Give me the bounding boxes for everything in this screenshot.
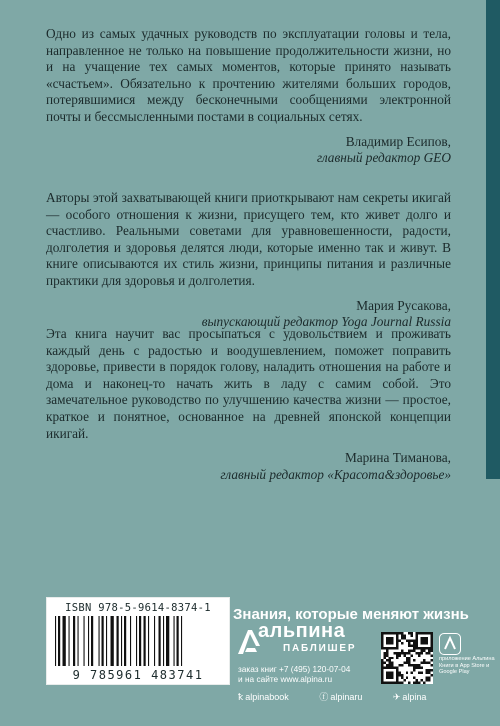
- social-fb: [319, 692, 376, 702]
- social-vk-label: alpinabook: [245, 692, 289, 702]
- app-icon: [439, 633, 461, 655]
- endorsement-text: Одно из самых удачных руководств по эксплуатации головы и тела, направленное не только на повышение продолжительности жизни, но и на учащение тех самых моментов, которые принято называть «счастьем». Обязательно к прочтению жителями больших городов, потерявшимися между бесконечными сообщениями электронной почты и бессмысленными постами в социальных сетях.: [46, 26, 451, 124]
- publisher-brand: альпина: [258, 620, 346, 642]
- endorsement-role: главный редактор «Красота&здоровье»: [220, 466, 451, 482]
- social-fb-label: alpinaru: [330, 692, 363, 702]
- endorsement-role: главный редактор GEO: [316, 150, 451, 166]
- publisher-brand-sub: ПАБЛИШЕР: [283, 643, 357, 654]
- qr-code: [381, 632, 433, 684]
- social-tg-label: alpina: [402, 692, 427, 702]
- telegram-icon: ✈: [392, 692, 401, 702]
- app-promo-text: приложение Альпина Книги в App Store и Google Play: [439, 656, 495, 675]
- vk-icon: ꝁ: [238, 692, 244, 702]
- endorsement-signature: [46, 450, 451, 483]
- endorsement-author: Марина Тиманова,: [344, 450, 451, 466]
- endorsement-3: [46, 326, 451, 483]
- endorsement-signature: [46, 134, 451, 167]
- social-vk: [238, 692, 303, 702]
- social-links: [238, 690, 498, 703]
- isbn-barcode: [46, 597, 230, 685]
- order-info: [238, 664, 378, 684]
- order-phone: заказ книг +7 (495) 120-07-04: [238, 664, 351, 674]
- endorsement-role: выпускающий редактор Yoga Journal Russia: [201, 314, 451, 330]
- endorsement-1: [46, 26, 451, 167]
- publisher-tagline: Знания, которые меняют жизнь: [233, 606, 469, 623]
- social-tg: [393, 692, 441, 702]
- order-site: и на сайте www.alpina.ru: [238, 674, 333, 684]
- endorsement-text: Авторы этой захватывающей книги приоткрывают нам секреты икигай — особого отношения к жизни, присущего тем, кто живет долго и счастливо. Реальными советами для уравновешенности, радости, долголетия и здоровья делятся люди, которые именно так и живут. В книге описываются их стиль жизни, принципы питания и различные практики для здоровья и долголетия.: [46, 190, 451, 288]
- endorsement-2: [46, 190, 451, 331]
- barcode-bars: [55, 616, 221, 666]
- endorsement-text: Эта книга научит вас просыпаться с удовольствием и проживать каждый день с радостью и воодушевлением, поможет поправить здоровье, привести в порядок голову, наладить отношения на работе и дома и наконец-то начать жить в ладу с самим собой. Это замечательное руководство по улучшению качества жизни — простое, краткое и понятное, основанное на древней японской концепции икигай.: [46, 326, 451, 441]
- isbn-number: ISBN 978-5-9614-8374-1: [65, 602, 211, 614]
- endorsement-author: Мария Русакова,: [356, 297, 451, 313]
- endorsement-author: Владимир Есипов,: [345, 133, 451, 149]
- barcode-number: 9 785961 483741: [72, 668, 204, 682]
- facebook-icon: ⓕ: [319, 692, 329, 702]
